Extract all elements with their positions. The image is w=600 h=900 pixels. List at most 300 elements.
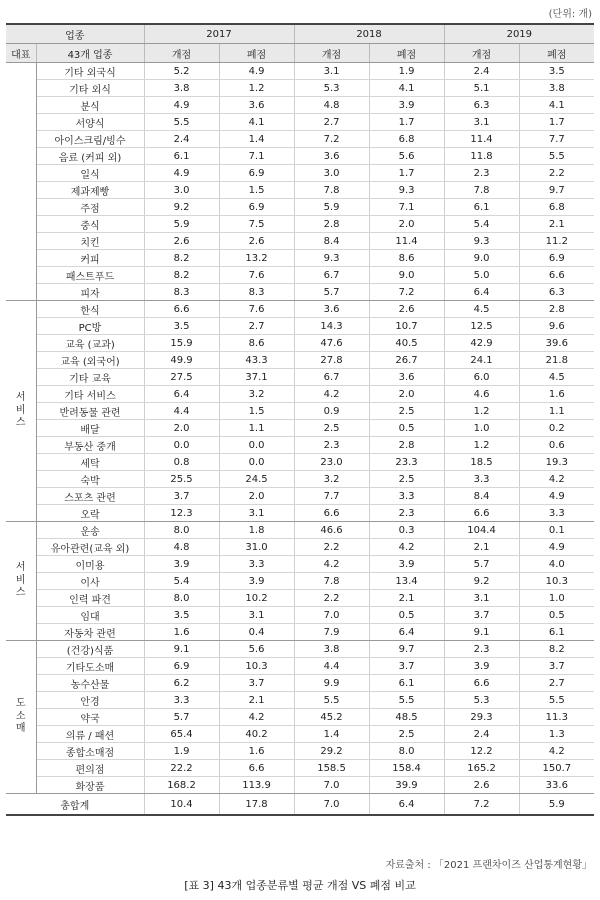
industry-name: 아이스크림/빙수 [36, 131, 144, 148]
value-cell: 1.6 [519, 386, 594, 403]
value-cell: 9.0 [444, 250, 519, 267]
value-cell: 2.5 [369, 403, 444, 420]
industry-name: 의류 / 패션 [36, 726, 144, 743]
table-row [6, 607, 594, 624]
category-cell [6, 301, 36, 522]
value-cell: 9.9 [294, 675, 369, 692]
value-cell: 1.9 [369, 63, 444, 80]
value-cell: 1.7 [369, 165, 444, 182]
value-cell: 23.0 [294, 454, 369, 471]
value-cell: 158.5 [294, 760, 369, 777]
value-cell: 3.7 [219, 675, 294, 692]
header-close: 폐점 [369, 44, 444, 63]
industry-name: 반려동물 관련 [36, 403, 144, 420]
value-cell: 1.8 [219, 522, 294, 539]
value-cell: 39.9 [369, 777, 444, 794]
value-cell: 6.6 [519, 267, 594, 284]
value-cell: 4.2 [294, 386, 369, 403]
table-row [6, 131, 594, 148]
value-cell: 0.5 [519, 607, 594, 624]
total-cell: 6.4 [369, 794, 444, 816]
industry-name: 부동산 중개 [36, 437, 144, 454]
value-cell: 5.9 [144, 216, 219, 233]
header-open: 개점 [444, 44, 519, 63]
header-close: 폐점 [519, 44, 594, 63]
value-cell: 9.2 [444, 573, 519, 590]
value-cell: 4.9 [144, 165, 219, 182]
table-row [6, 437, 594, 454]
value-cell: 1.1 [219, 420, 294, 437]
value-cell: 6.4 [144, 386, 219, 403]
value-cell: 3.3 [519, 505, 594, 522]
table-row [6, 624, 594, 641]
value-cell: 2.8 [294, 216, 369, 233]
value-cell: 1.6 [219, 743, 294, 760]
industry-name: 기타 외국식 [36, 63, 144, 80]
value-cell: 6.9 [519, 250, 594, 267]
value-cell: 4.2 [294, 556, 369, 573]
value-cell: 3.1 [219, 607, 294, 624]
value-cell: 5.7 [144, 709, 219, 726]
value-cell: 2.5 [369, 726, 444, 743]
value-cell: 6.1 [519, 624, 594, 641]
value-cell: 26.7 [369, 352, 444, 369]
value-cell: 47.6 [294, 335, 369, 352]
value-cell: 11.2 [519, 233, 594, 250]
value-cell: 6.8 [519, 199, 594, 216]
value-cell: 29.3 [444, 709, 519, 726]
value-cell: 7.8 [444, 182, 519, 199]
value-cell: 7.1 [369, 199, 444, 216]
industry-name: 서양식 [36, 114, 144, 131]
value-cell: 2.4 [144, 131, 219, 148]
value-cell: 2.8 [519, 301, 594, 318]
table-caption: [표 3] 43개 업종분류별 평균 개점 VS 폐점 비교 [184, 879, 416, 892]
source-note: 자료출처 : 「2021 프랜차이즈 산업통계현황」 [385, 860, 592, 871]
industry-name: 기타도소매 [36, 658, 144, 675]
value-cell: 0.8 [144, 454, 219, 471]
value-cell: 8.2 [144, 267, 219, 284]
value-cell: 13.4 [369, 573, 444, 590]
table-row [6, 250, 594, 267]
value-cell: 25.5 [144, 471, 219, 488]
value-cell: 24.5 [219, 471, 294, 488]
value-cell: 7.6 [219, 267, 294, 284]
value-cell: 3.8 [294, 641, 369, 658]
value-cell: 3.8 [519, 80, 594, 97]
table-row [6, 641, 594, 658]
value-cell: 3.7 [519, 658, 594, 675]
table-row [6, 301, 594, 318]
value-cell: 5.4 [144, 573, 219, 590]
value-cell: 7.8 [294, 182, 369, 199]
value-cell: 6.6 [219, 760, 294, 777]
industry-name: 화장품 [36, 777, 144, 794]
industry-name: 기타 외식 [36, 80, 144, 97]
value-cell: 6.4 [444, 284, 519, 301]
table-row [6, 692, 594, 709]
value-cell: 4.2 [519, 471, 594, 488]
value-cell: 5.3 [444, 692, 519, 709]
value-cell: 6.1 [144, 148, 219, 165]
value-cell: 4.1 [219, 114, 294, 131]
industry-name: 일식 [36, 165, 144, 182]
industry-name: 인력 파견 [36, 590, 144, 607]
table-row [6, 573, 594, 590]
value-cell: 45.2 [294, 709, 369, 726]
table-body [6, 63, 594, 794]
value-cell: 3.7 [144, 488, 219, 505]
value-cell: 1.5 [219, 403, 294, 420]
table-row [6, 182, 594, 199]
value-cell: 165.2 [444, 760, 519, 777]
value-cell: 9.7 [369, 641, 444, 658]
value-cell: 4.6 [444, 386, 519, 403]
value-cell: 2.5 [294, 420, 369, 437]
header-open: 개점 [294, 44, 369, 63]
value-cell: 2.2 [294, 539, 369, 556]
value-cell: 3.9 [369, 556, 444, 573]
value-cell: 5.7 [294, 284, 369, 301]
value-cell: 2.3 [444, 641, 519, 658]
value-cell: 6.6 [444, 675, 519, 692]
value-cell: 33.6 [519, 777, 594, 794]
value-cell: 13.2 [219, 250, 294, 267]
industry-name: 이미용 [36, 556, 144, 573]
category-cell [6, 63, 36, 301]
value-cell: 7.2 [294, 131, 369, 148]
value-cell: 104.4 [444, 522, 519, 539]
industry-name: 한식 [36, 301, 144, 318]
table-row [6, 454, 594, 471]
value-cell: 7.7 [519, 131, 594, 148]
value-cell: 2.5 [369, 471, 444, 488]
value-cell: 3.6 [219, 97, 294, 114]
value-cell: 3.1 [294, 63, 369, 80]
value-cell: 27.5 [144, 369, 219, 386]
value-cell: 0.6 [519, 437, 594, 454]
value-cell: 9.3 [369, 182, 444, 199]
value-cell: 0.4 [219, 624, 294, 641]
category-label: 서비스 [15, 392, 26, 429]
value-cell: 4.5 [444, 301, 519, 318]
value-cell: 4.9 [519, 539, 594, 556]
industry-name: 종합소매점 [36, 743, 144, 760]
value-cell: 37.1 [219, 369, 294, 386]
value-cell: 8.3 [144, 284, 219, 301]
table-row [6, 97, 594, 114]
value-cell: 10.3 [519, 573, 594, 590]
industry-name: 임대 [36, 607, 144, 624]
value-cell: 9.3 [444, 233, 519, 250]
value-cell: 2.4 [444, 63, 519, 80]
table-row [6, 352, 594, 369]
value-cell: 3.7 [444, 607, 519, 624]
value-cell: 15.9 [144, 335, 219, 352]
value-cell: 4.4 [294, 658, 369, 675]
value-cell: 9.6 [519, 318, 594, 335]
value-cell: 6.1 [444, 199, 519, 216]
value-cell: 2.4 [444, 726, 519, 743]
value-cell: 5.5 [294, 692, 369, 709]
value-cell: 2.7 [294, 114, 369, 131]
industry-name: 커피 [36, 250, 144, 267]
value-cell: 1.7 [369, 114, 444, 131]
value-cell: 65.4 [144, 726, 219, 743]
value-cell: 2.6 [219, 233, 294, 250]
value-cell: 4.0 [519, 556, 594, 573]
value-cell: 2.0 [369, 216, 444, 233]
table-row [6, 777, 594, 794]
table-row [6, 556, 594, 573]
value-cell: 3.8 [144, 80, 219, 97]
value-cell: 12.5 [444, 318, 519, 335]
value-cell: 0.9 [294, 403, 369, 420]
value-cell: 168.2 [144, 777, 219, 794]
value-cell: 5.1 [444, 80, 519, 97]
value-cell: 24.1 [444, 352, 519, 369]
value-cell: 0.3 [369, 522, 444, 539]
value-cell: 150.7 [519, 760, 594, 777]
value-cell: 4.1 [369, 80, 444, 97]
value-cell: 6.3 [519, 284, 594, 301]
table-row [6, 488, 594, 505]
value-cell: 1.4 [294, 726, 369, 743]
value-cell: 5.5 [519, 692, 594, 709]
value-cell: 6.9 [219, 165, 294, 182]
value-cell: 6.6 [444, 505, 519, 522]
value-cell: 3.9 [219, 573, 294, 590]
value-cell: 5.9 [294, 199, 369, 216]
value-cell: 9.7 [519, 182, 594, 199]
value-cell: 3.6 [294, 148, 369, 165]
industry-name: 세탁 [36, 454, 144, 471]
value-cell: 46.6 [294, 522, 369, 539]
value-cell: 22.2 [144, 760, 219, 777]
value-cell: 4.2 [369, 539, 444, 556]
value-cell: 2.1 [369, 590, 444, 607]
value-cell: 21.8 [519, 352, 594, 369]
value-cell: 39.6 [519, 335, 594, 352]
value-cell: 4.9 [144, 97, 219, 114]
value-cell: 12.3 [144, 505, 219, 522]
industry-name: 제과제빵 [36, 182, 144, 199]
value-cell: 23.3 [369, 454, 444, 471]
value-cell: 8.0 [144, 522, 219, 539]
value-cell: 0.0 [219, 454, 294, 471]
value-cell: 3.3 [144, 692, 219, 709]
unit-note: (단위: 개) [548, 9, 592, 20]
value-cell: 8.4 [294, 233, 369, 250]
table-row [6, 318, 594, 335]
industry-name: 피자 [36, 284, 144, 301]
value-cell: 4.2 [219, 709, 294, 726]
value-cell: 2.6 [444, 777, 519, 794]
value-cell: 2.1 [219, 692, 294, 709]
value-cell: 4.8 [144, 539, 219, 556]
table-row [6, 63, 594, 80]
value-cell: 11.3 [519, 709, 594, 726]
industry-name: 약국 [36, 709, 144, 726]
value-cell: 7.0 [294, 777, 369, 794]
value-cell: 0.2 [519, 420, 594, 437]
industry-name: 운송 [36, 522, 144, 539]
industry-name: 자동차 관련 [36, 624, 144, 641]
table-row [6, 284, 594, 301]
value-cell: 19.3 [519, 454, 594, 471]
header-industry: 업종 [6, 24, 144, 44]
value-cell: 12.2 [444, 743, 519, 760]
value-cell: 0.5 [369, 420, 444, 437]
value-cell: 40.5 [369, 335, 444, 352]
value-cell: 7.0 [294, 607, 369, 624]
value-cell: 1.3 [519, 726, 594, 743]
value-cell: 3.9 [144, 556, 219, 573]
value-cell: 8.6 [219, 335, 294, 352]
value-cell: 6.9 [219, 199, 294, 216]
value-cell: 3.9 [369, 97, 444, 114]
value-cell: 1.2 [444, 403, 519, 420]
total-cell: 7.2 [444, 794, 519, 816]
header-year-2019: 2019 [444, 24, 594, 44]
value-cell: 14.3 [294, 318, 369, 335]
industry-name: 안경 [36, 692, 144, 709]
table-row [6, 709, 594, 726]
value-cell: 4.2 [519, 743, 594, 760]
value-cell: 2.3 [444, 165, 519, 182]
industry-name: 분식 [36, 97, 144, 114]
table-row [6, 675, 594, 692]
value-cell: 3.3 [444, 471, 519, 488]
value-cell: 29.2 [294, 743, 369, 760]
table-row [6, 420, 594, 437]
industry-name: 이사 [36, 573, 144, 590]
table-row [6, 148, 594, 165]
value-cell: 0.0 [219, 437, 294, 454]
value-cell: 6.7 [294, 369, 369, 386]
value-cell: 7.9 [294, 624, 369, 641]
value-cell: 2.0 [144, 420, 219, 437]
value-cell: 2.1 [519, 216, 594, 233]
value-cell: 6.4 [369, 624, 444, 641]
table-row [6, 267, 594, 284]
value-cell: 4.1 [519, 97, 594, 114]
value-cell: 158.4 [369, 760, 444, 777]
value-cell: 2.2 [519, 165, 594, 182]
value-cell: 9.1 [444, 624, 519, 641]
category-cell [6, 522, 36, 641]
value-cell: 3.3 [369, 488, 444, 505]
header-category: 대표 [6, 44, 36, 63]
value-cell: 5.0 [444, 267, 519, 284]
value-cell: 6.1 [369, 675, 444, 692]
header-year-2018: 2018 [294, 24, 444, 44]
value-cell: 6.6 [294, 505, 369, 522]
value-cell: 2.1 [444, 539, 519, 556]
value-cell: 8.0 [144, 590, 219, 607]
value-cell: 7.5 [219, 216, 294, 233]
total-cell: 17.8 [219, 794, 294, 816]
industry-name: 기타 서비스 [36, 386, 144, 403]
value-cell: 1.1 [519, 403, 594, 420]
value-cell: 1.0 [444, 420, 519, 437]
value-cell: 10.7 [369, 318, 444, 335]
table-row [6, 760, 594, 777]
value-cell: 4.9 [519, 488, 594, 505]
value-cell: 3.9 [444, 658, 519, 675]
value-cell: 4.5 [519, 369, 594, 386]
table-row [6, 590, 594, 607]
value-cell: 1.4 [219, 131, 294, 148]
value-cell: 3.1 [219, 505, 294, 522]
value-cell: 3.5 [519, 63, 594, 80]
value-cell: 5.5 [519, 148, 594, 165]
value-cell: 18.5 [444, 454, 519, 471]
value-cell: 1.2 [219, 80, 294, 97]
value-cell: 3.1 [444, 590, 519, 607]
value-cell: 6.3 [444, 97, 519, 114]
value-cell: 6.8 [369, 131, 444, 148]
value-cell: 3.3 [219, 556, 294, 573]
table-row [6, 114, 594, 131]
value-cell: 9.0 [369, 267, 444, 284]
header-close: 폐점 [219, 44, 294, 63]
value-cell: 6.7 [294, 267, 369, 284]
value-cell: 2.6 [144, 233, 219, 250]
value-cell: 7.6 [219, 301, 294, 318]
total-label: 총합계 [6, 794, 144, 816]
value-cell: 5.7 [444, 556, 519, 573]
total-cell: 5.9 [519, 794, 594, 816]
industry-name: 스포츠 관련 [36, 488, 144, 505]
value-cell: 3.5 [144, 607, 219, 624]
category-label: 서비스 [15, 562, 26, 599]
table-row [6, 80, 594, 97]
value-cell: 0.5 [369, 607, 444, 624]
header-open: 개점 [144, 44, 219, 63]
value-cell: 7.8 [294, 573, 369, 590]
value-cell: 3.6 [369, 369, 444, 386]
value-cell: 0.1 [519, 522, 594, 539]
table-row [6, 522, 594, 539]
industry-name: 음료 (커피 외) [36, 148, 144, 165]
value-cell: 3.7 [369, 658, 444, 675]
table-row [6, 505, 594, 522]
value-cell: 8.6 [369, 250, 444, 267]
value-cell: 11.8 [444, 148, 519, 165]
value-cell: 4.4 [144, 403, 219, 420]
industry-name: 주점 [36, 199, 144, 216]
value-cell: 2.3 [294, 437, 369, 454]
value-cell: 3.5 [144, 318, 219, 335]
value-cell: 2.7 [519, 675, 594, 692]
header-sub-industry: 43개 업종 [36, 44, 144, 63]
value-cell: 1.0 [519, 590, 594, 607]
value-cell: 8.2 [519, 641, 594, 658]
value-cell: 27.8 [294, 352, 369, 369]
value-cell: 1.2 [444, 437, 519, 454]
industry-name: (건강)식품 [36, 641, 144, 658]
industry-name: 유아관련(교육 외) [36, 539, 144, 556]
table-row [6, 199, 594, 216]
category-label: 도소매 [15, 698, 26, 735]
franchise-table [6, 23, 594, 816]
industry-name: 교육 (외국어) [36, 352, 144, 369]
table-row [6, 335, 594, 352]
value-cell: 49.9 [144, 352, 219, 369]
total-row [6, 794, 594, 816]
value-cell: 8.4 [444, 488, 519, 505]
